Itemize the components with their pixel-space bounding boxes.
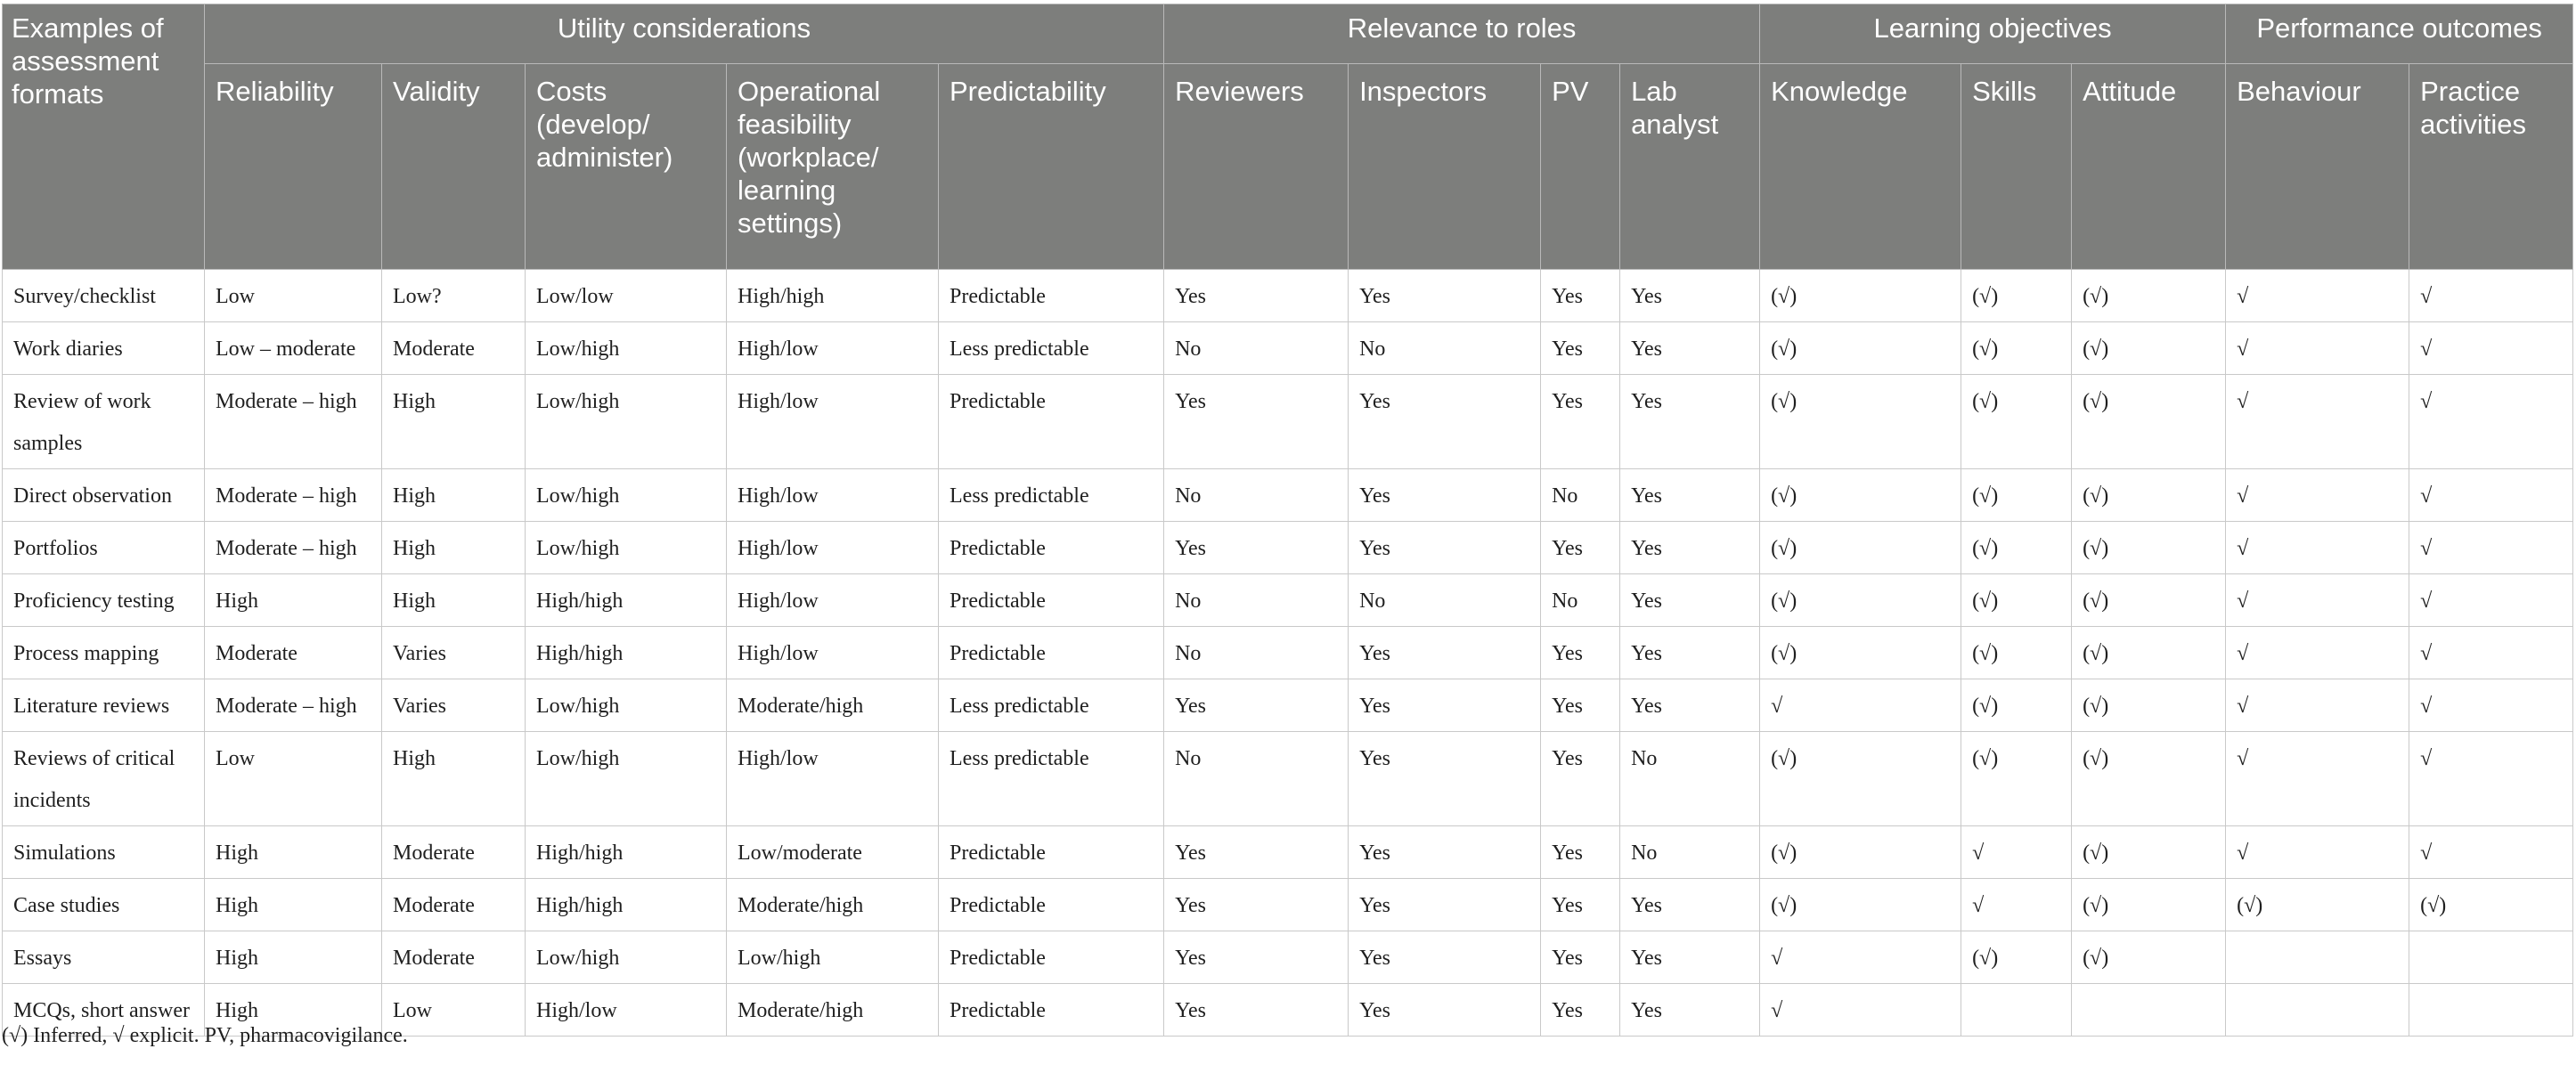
table-cell: High	[205, 984, 382, 1037]
table-cell: Yes	[1164, 679, 1349, 732]
table-cell: No	[1349, 322, 1541, 375]
table-cell: Moderate	[382, 826, 526, 879]
table-cell: Yes	[1349, 879, 1541, 931]
table-cell: (√)	[1961, 522, 2072, 574]
table-cell: No	[1620, 826, 1760, 879]
table-cell: √	[2226, 522, 2409, 574]
group-relevance-to-roles: Relevance to roles	[1164, 4, 1760, 64]
table-cell: Yes	[1541, 270, 1620, 322]
table-cell: Yes	[1349, 931, 1541, 984]
footnote: (√) Inferred, √ explicit. PV, pharmacovigilance.	[2, 1024, 408, 1047]
table-cell: √	[2409, 322, 2573, 375]
col-header-operational-feasibility: Operational feasibility (workplace/ learning settings)	[727, 64, 939, 270]
table-cell: (√)	[2072, 270, 2226, 322]
table-cell: No	[1164, 627, 1349, 679]
table-cell: (√)	[1961, 931, 2072, 984]
col-header-knowledge: Knowledge	[1760, 64, 1961, 270]
table-cell: (√)	[2072, 931, 2226, 984]
table-cell: Moderate	[382, 879, 526, 931]
table-cell: Yes	[1620, 375, 1760, 469]
table-cell: Yes	[1164, 522, 1349, 574]
col-header-validity: Validity	[382, 64, 526, 270]
table-cell: Predictable	[939, 270, 1164, 322]
table-cell: Low	[205, 732, 382, 826]
table-cell: (√)	[1760, 826, 1961, 879]
table-cell: High/high	[727, 270, 939, 322]
col-header-behaviour: Behaviour	[2226, 64, 2409, 270]
group-utility-considerations: Utility considerations	[205, 4, 1164, 64]
table-row	[3, 826, 2573, 879]
table-cell	[2226, 984, 2409, 1037]
table-cell: Moderate/high	[727, 984, 939, 1037]
table-cell: √	[2226, 732, 2409, 826]
table-cell: (√)	[1760, 732, 1961, 826]
table-cell: Predictable	[939, 984, 1164, 1037]
col-header-practice-activities: Practice activities	[2409, 64, 2573, 270]
table-cell: (√)	[1760, 879, 1961, 931]
table-cell: Yes	[1620, 270, 1760, 322]
col-header-reliability: Reliability	[205, 64, 382, 270]
table-cell: (√)	[1961, 627, 2072, 679]
table-cell: Yes	[1541, 322, 1620, 375]
table-cell: √	[2409, 522, 2573, 574]
table-cell: Moderate	[205, 627, 382, 679]
table-cell: √	[1760, 931, 1961, 984]
table-cell: Predictable	[939, 931, 1164, 984]
table-cell: Varies	[382, 627, 526, 679]
format-cell: Survey/checklist	[3, 270, 205, 322]
format-cell: Direct observation	[3, 469, 205, 522]
table-cell: Yes	[1349, 522, 1541, 574]
table-cell: Yes	[1620, 879, 1760, 931]
table-row	[3, 574, 2573, 627]
table-cell: High	[382, 375, 526, 469]
table-cell: (√)	[2226, 879, 2409, 931]
table-cell: High	[382, 574, 526, 627]
table-cell: √	[1961, 826, 2072, 879]
table-cell: (√)	[1961, 469, 2072, 522]
table-cell: (√)	[2072, 375, 2226, 469]
table-cell: Yes	[1620, 322, 1760, 375]
table-cell: (√)	[1961, 322, 2072, 375]
table-cell: High	[205, 574, 382, 627]
table-cell: (√)	[2072, 732, 2226, 826]
table-cell: High/low	[727, 322, 939, 375]
table-cell: √	[2409, 375, 2573, 469]
table-cell: Yes	[1541, 879, 1620, 931]
table-cell: Yes	[1349, 375, 1541, 469]
table-cell: √	[2226, 627, 2409, 679]
table-cell: Low/high	[526, 469, 727, 522]
table-cell: Low/moderate	[727, 826, 939, 879]
col-header-inspectors: Inspectors	[1349, 64, 1541, 270]
table-row	[3, 522, 2573, 574]
table-cell: √	[2409, 469, 2573, 522]
table-cell: High	[382, 522, 526, 574]
table-cell: (√)	[2072, 522, 2226, 574]
table-cell: (√)	[2072, 826, 2226, 879]
format-cell: Case studies	[3, 879, 205, 931]
table-cell: Predictable	[939, 375, 1164, 469]
table-row	[3, 469, 2573, 522]
table-cell: √	[2226, 469, 2409, 522]
table-cell: Yes	[1164, 375, 1349, 469]
table-cell: High/low	[727, 522, 939, 574]
table-cell: √	[2226, 826, 2409, 879]
table-cell: Predictable	[939, 627, 1164, 679]
table-cell: (√)	[1760, 574, 1961, 627]
table-cell: (√)	[1961, 375, 2072, 469]
table-cell: √	[1961, 879, 2072, 931]
table-cell: Low/high	[526, 522, 727, 574]
group-learning-objectives: Learning objectives	[1760, 4, 2226, 64]
table-cell: Yes	[1620, 522, 1760, 574]
table-cell: High/low	[727, 627, 939, 679]
table-cell: Low – moderate	[205, 322, 382, 375]
table-cell: Yes	[1541, 826, 1620, 879]
table-cell: No	[1164, 732, 1349, 826]
table-cell: Yes	[1164, 931, 1349, 984]
format-cell: Process mapping	[3, 627, 205, 679]
table-cell: High/low	[727, 732, 939, 826]
table-cell: High/high	[526, 627, 727, 679]
table-cell: √	[1760, 984, 1961, 1037]
table-cell: √	[2226, 375, 2409, 469]
table-cell: Moderate – high	[205, 679, 382, 732]
table-row	[3, 322, 2573, 375]
table-cell: High/low	[727, 469, 939, 522]
table-cell: Yes	[1164, 826, 1349, 879]
table-cell: High/high	[526, 879, 727, 931]
table-cell: High	[382, 469, 526, 522]
table-cell: (√)	[1760, 469, 1961, 522]
table-cell: √	[2409, 627, 2573, 679]
table-cell: High/high	[526, 826, 727, 879]
table-body	[3, 270, 2573, 1037]
table-cell: (√)	[1760, 322, 1961, 375]
table-cell: High/high	[526, 574, 727, 627]
table-cell	[2409, 931, 2573, 984]
table-cell: Yes	[1620, 931, 1760, 984]
col-header-pv: PV	[1541, 64, 1620, 270]
table-cell	[1961, 984, 2072, 1037]
table-cell: √	[2226, 270, 2409, 322]
col-header-skills: Skills	[1961, 64, 2072, 270]
table-cell: Yes	[1620, 469, 1760, 522]
table-cell: Yes	[1541, 679, 1620, 732]
table-cell: Moderate/high	[727, 879, 939, 931]
table-row	[3, 679, 2573, 732]
table-cell: High	[382, 732, 526, 826]
table-cell	[2072, 984, 2226, 1037]
table-cell: (√)	[2072, 879, 2226, 931]
table-cell: (√)	[2072, 679, 2226, 732]
table-cell	[2409, 984, 2573, 1037]
table-cell: Yes	[1164, 879, 1349, 931]
table-cell: (√)	[1760, 375, 1961, 469]
corner-header: Examples of assessment formats	[3, 4, 205, 270]
format-cell: Review of work samples	[3, 375, 205, 469]
col-header-predictability: Predictability	[939, 64, 1164, 270]
table-cell: (√)	[1961, 732, 2072, 826]
table-cell: (√)	[2072, 627, 2226, 679]
table-cell: √	[2409, 270, 2573, 322]
table-cell: √	[2409, 679, 2573, 732]
table-cell: (√)	[2072, 469, 2226, 522]
table-cell: Yes	[1349, 469, 1541, 522]
table-cell: Less predictable	[939, 679, 1164, 732]
table-cell: High/low	[727, 375, 939, 469]
table-cell: (√)	[2072, 574, 2226, 627]
group-performance-outcomes: Performance outcomes	[2226, 4, 2573, 64]
table-cell: Yes	[1541, 627, 1620, 679]
table-cell: (√)	[2072, 322, 2226, 375]
table-cell: Varies	[382, 679, 526, 732]
table-cell: Yes	[1349, 627, 1541, 679]
table-cell: No	[1164, 322, 1349, 375]
table-row	[3, 931, 2573, 984]
table-cell: Yes	[1620, 984, 1760, 1037]
table-cell: Low/high	[727, 931, 939, 984]
table-cell: Moderate/high	[727, 679, 939, 732]
table-cell: Low	[382, 984, 526, 1037]
table-cell: Yes	[1620, 679, 1760, 732]
table-cell: High	[205, 826, 382, 879]
assessment-formats-table	[2, 4, 2573, 1037]
table-cell: √	[1760, 679, 1961, 732]
table-cell: Low/low	[526, 270, 727, 322]
table-cell: Yes	[1349, 984, 1541, 1037]
table-cell: Moderate	[382, 931, 526, 984]
table-cell: √	[2226, 322, 2409, 375]
table-cell: Moderate	[382, 322, 526, 375]
table-cell: Yes	[1349, 270, 1541, 322]
table-cell: Less predictable	[939, 322, 1164, 375]
table-cell: Predictable	[939, 574, 1164, 627]
table-cell: √	[2409, 826, 2573, 879]
table-cell: Moderate – high	[205, 375, 382, 469]
table-cell: No	[1349, 574, 1541, 627]
table-cell: Predictable	[939, 826, 1164, 879]
table-cell: (√)	[1760, 522, 1961, 574]
table-cell: Low?	[382, 270, 526, 322]
format-cell: Work diaries	[3, 322, 205, 375]
table-row	[3, 879, 2573, 931]
table-cell: (√)	[1961, 574, 2072, 627]
table-row	[3, 270, 2573, 322]
format-cell: Proficiency testing	[3, 574, 205, 627]
table-cell: Low	[205, 270, 382, 322]
table-cell: (√)	[1760, 627, 1961, 679]
table-cell: Less predictable	[939, 732, 1164, 826]
table-cell: Low/high	[526, 375, 727, 469]
table-cell: Yes	[1349, 732, 1541, 826]
table-cell: √	[2226, 574, 2409, 627]
format-cell: Literature reviews	[3, 679, 205, 732]
table-cell: Predictable	[939, 879, 1164, 931]
table-cell: √	[2409, 574, 2573, 627]
table-cell: Less predictable	[939, 469, 1164, 522]
table-cell: Yes	[1541, 522, 1620, 574]
format-cell: Reviews of critical incidents	[3, 732, 205, 826]
table-cell: Yes	[1349, 679, 1541, 732]
table-cell: Yes	[1541, 732, 1620, 826]
table-cell: High	[205, 879, 382, 931]
table-cell: No	[1164, 469, 1349, 522]
table-cell: Low/high	[526, 679, 727, 732]
table-cell: Yes	[1349, 826, 1541, 879]
table-cell: High	[205, 931, 382, 984]
table-cell: No	[1541, 574, 1620, 627]
table-cell: (√)	[1961, 270, 2072, 322]
table-cell: √	[2409, 732, 2573, 826]
table-cell: No	[1164, 574, 1349, 627]
table-cell: High/low	[526, 984, 727, 1037]
table-row	[3, 627, 2573, 679]
table-cell: √	[2226, 679, 2409, 732]
table-cell: Yes	[1164, 270, 1349, 322]
table-cell: No	[1541, 469, 1620, 522]
format-cell: Portfolios	[3, 522, 205, 574]
table-cell: Yes	[1620, 627, 1760, 679]
col-header-lab-analyst: Lab analyst	[1620, 64, 1760, 270]
table-cell: Moderate – high	[205, 522, 382, 574]
col-header-attitude: Attitude	[2072, 64, 2226, 270]
table-cell: Low/high	[526, 931, 727, 984]
table-cell: Yes	[1620, 574, 1760, 627]
table-cell: No	[1620, 732, 1760, 826]
table-row	[3, 375, 2573, 469]
table-cell: (√)	[2409, 879, 2573, 931]
table-cell: Yes	[1541, 375, 1620, 469]
table-cell: (√)	[1760, 270, 1961, 322]
table-cell: Moderate – high	[205, 469, 382, 522]
format-cell: Essays	[3, 931, 205, 984]
col-header-costs: Costs (develop/ administer)	[526, 64, 727, 270]
table-cell: Low/high	[526, 322, 727, 375]
format-cell: MCQs, short answer	[3, 984, 205, 1037]
table-cell: High/low	[727, 574, 939, 627]
table-row	[3, 732, 2573, 826]
table-cell: Yes	[1164, 984, 1349, 1037]
table-cell: Yes	[1541, 931, 1620, 984]
table-cell: Low/high	[526, 732, 727, 826]
table-cell: Yes	[1541, 984, 1620, 1037]
format-cell: Simulations	[3, 826, 205, 879]
col-header-reviewers: Reviewers	[1164, 64, 1349, 270]
table-cell: Predictable	[939, 522, 1164, 574]
table-cell	[2226, 931, 2409, 984]
table-cell: (√)	[1961, 679, 2072, 732]
